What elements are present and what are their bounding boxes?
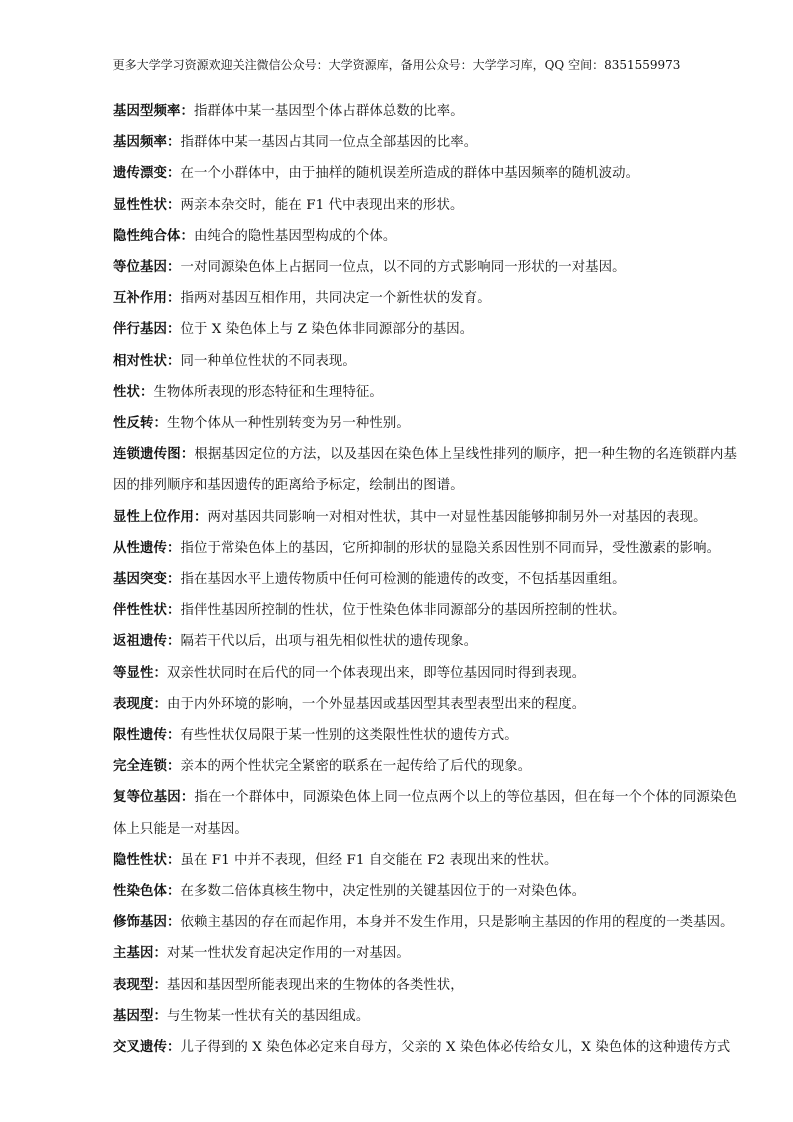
term-separator: ：: [153, 1008, 167, 1024]
glossary-entry: [113, 1001, 737, 1032]
glossary-definition: 两对基因共同影响一对相对性状，其中一对显性基因能够抑制另外一对基因的表现。: [207, 509, 707, 525]
glossary-term: 伴行基因: [113, 322, 167, 338]
glossary-definition: 指伴性基因所控制的性状，位于性染色体非同源部分的基因所控制的性状。: [180, 603, 626, 619]
glossary-entry: [113, 346, 737, 377]
term-separator: ：: [166, 135, 181, 151]
glossary-definition: 位于 X 染色体上与 Z 染色体非同源部分的基因。: [180, 322, 474, 338]
term-separator: ：: [180, 790, 195, 806]
glossary-definition: 依赖主基因的存在而起作用，本身并不发生作用，只是影响主基因的作用的程度的一类基因。: [180, 915, 734, 931]
glossary-term: 表现型: [113, 977, 154, 993]
term-separator: ：: [166, 759, 181, 775]
glossary-term: 返祖遗传: [113, 634, 167, 650]
glossary-entry: [113, 502, 737, 533]
glossary-definition: 生物体所表现的形态特征和生理特征。: [153, 384, 383, 400]
term-separator: ：: [153, 946, 167, 962]
glossary-definition: 由于内外环境的影响，一个外显基因或基因型其表型表型出来的程度。: [166, 696, 586, 712]
glossary-term: 表现度: [113, 696, 154, 712]
glossary-definition: 隔若干代以后，出项与祖先相似性状的遗传现象。: [180, 634, 478, 650]
glossary-definition: 亲本的两个性状完全紧密的联系在一起传给了后代的现象。: [180, 759, 532, 775]
glossary-entry: [113, 658, 737, 689]
glossary-term: 基因频率: [113, 135, 167, 151]
glossary-definition: 指群体中某一基因占其同一位点全部基因的比率。: [180, 135, 478, 151]
glossary-term: 等显性: [113, 665, 154, 681]
term-separator: ：: [139, 384, 154, 400]
glossary-entry: [113, 221, 737, 252]
glossary-term: 基因突变: [113, 572, 167, 588]
term-separator: ：: [166, 728, 181, 744]
glossary-entry: [113, 782, 737, 844]
glossary-definition: 对某一性状发育起决定作用的一对基因。: [166, 946, 410, 962]
page-header: 更多大学学习资源欢迎关注微信公众号：大学资源库，备用公众号：大学学习库，QQ 空间：8351559973: [112, 58, 681, 72]
glossary-entry: [113, 127, 737, 158]
glossary-entry: [113, 938, 737, 969]
glossary-definition: 根据基因定位的方法，以及基因在染色体上呈线性排列的顺序，把一种生物的名连锁群内基因的排列顺序和基因遗传的距离给予标定，绘制出的图谱。: [113, 447, 738, 494]
glossary-term: 性染色体: [113, 884, 167, 900]
glossary-entry: [113, 876, 737, 907]
glossary-definition: 一对同源染色体上占据同一位点，以不同的方式影响同一形状的一对基因。: [180, 260, 626, 276]
glossary-term: 连锁遗传图: [113, 447, 181, 463]
glossary-definition: 有些性状仅局限于某一性别的这类限性性状的遗传方式。: [180, 728, 518, 744]
term-separator: ：: [166, 572, 181, 588]
glossary-term: 性状: [113, 384, 140, 400]
glossary-entry: [113, 408, 737, 439]
term-separator: ：: [166, 603, 181, 619]
term-separator: ：: [180, 447, 195, 463]
glossary-entry: [113, 533, 737, 564]
glossary-definition: 指在基因水平上遗传物质中任何可检测的能遗传的改变，不包括基因重组。: [180, 572, 626, 588]
term-separator: ：: [166, 540, 181, 556]
glossary-entry: [113, 158, 737, 189]
term-separator: ：: [166, 884, 181, 900]
term-separator: ：: [153, 977, 167, 993]
glossary-entry: [113, 845, 737, 876]
glossary-entry: [113, 314, 737, 345]
glossary-term: 等位基因: [113, 260, 167, 276]
glossary-term: 限性遗传: [113, 728, 167, 744]
term-separator: ：: [180, 228, 194, 244]
glossary-term: 基因型: [113, 1008, 154, 1024]
glossary-term: 基因型频率: [113, 104, 181, 119]
term-separator: ：: [166, 353, 181, 369]
glossary-entry: [113, 1032, 737, 1063]
term-separator: ：: [166, 260, 181, 276]
glossary-term: 隐性纯合体: [113, 228, 181, 244]
glossary-entry: [113, 970, 737, 1001]
glossary-definition: 指群体中某一基因型个体占群体总数的比率。: [193, 104, 464, 119]
glossary-term: 显性上位作用: [113, 509, 194, 525]
glossary-definition: 同一种单位性状的不同表现。: [180, 353, 356, 369]
glossary-entry: [113, 190, 737, 221]
glossary-definition: 在多数二倍体真核生物中，决定性别的关键基因位于的一对染色体。: [180, 884, 586, 900]
glossary-definition: 生物个体从一种性别转变为另一种性别。: [166, 416, 410, 432]
glossary-definition: 由纯合的隐性基因型构成的个体。: [193, 228, 397, 244]
term-separator: ：: [166, 915, 181, 931]
glossary-entry: [113, 626, 737, 657]
glossary-term: 修饰基因: [113, 915, 167, 931]
glossary-term: 遗传漂变: [113, 166, 167, 182]
glossary-entry: [113, 595, 737, 626]
glossary-entry: [113, 283, 737, 314]
term-separator: ：: [153, 665, 167, 681]
term-separator: ：: [153, 416, 167, 432]
term-separator: ：: [166, 852, 181, 868]
glossary-term: 性反转: [113, 416, 154, 432]
glossary-definition: 指两对基因互相作用，共同决定一个新性状的发育。: [180, 291, 491, 307]
glossary-term: 完全连锁: [113, 759, 167, 775]
glossary-term: 伴性性状: [113, 603, 167, 619]
glossary-entry: [113, 751, 737, 782]
glossary-term: 主基因: [113, 946, 154, 962]
term-separator: ：: [166, 291, 181, 307]
term-separator: ：: [166, 322, 181, 338]
glossary-definition: 两亲本杂交时，能在 F1 代中表现出来的形状。: [180, 197, 464, 213]
glossary-definition: 基因和基因型所能表现出来的生物体的各类性状，: [166, 977, 464, 993]
term-separator: ：: [166, 197, 181, 213]
glossary-term: 显性性状: [113, 197, 167, 213]
term-separator: ：: [153, 696, 167, 712]
glossary-definition: 虽在 F1 中并不表现，但经 F1 自交能在 F2 表现出来的性状。: [180, 852, 558, 868]
glossary-definition: 儿子得到的 X 染色体必定来自母方，父亲的 X 染色体必传给女儿，X 染色体的这种遗传方式: [180, 1040, 731, 1056]
glossary-entry: [113, 96, 737, 127]
term-separator: ：: [166, 634, 181, 650]
term-separator: ：: [193, 509, 208, 525]
glossary-term: 隐性性状: [113, 852, 167, 868]
glossary-entry: [113, 720, 737, 751]
glossary-term: 复等位基因: [113, 790, 181, 806]
term-separator: ：: [180, 104, 194, 119]
glossary-entry: [113, 439, 737, 501]
glossary-entry: [113, 377, 737, 408]
glossary-entry: [113, 252, 737, 283]
glossary-list: [113, 96, 737, 1063]
glossary-entry: [113, 907, 737, 938]
glossary-term: 交叉遗传: [113, 1040, 167, 1056]
glossary-definition: 指位于常染色体上的基因，它所抑制的形状的显隐关系因性别不同而异，受性激素的影响。: [180, 540, 721, 556]
glossary-definition: 与生物某一性状有关的基因组成。: [166, 1008, 370, 1024]
glossary-term: 互补作用: [113, 291, 167, 307]
glossary-entry: [113, 564, 737, 595]
glossary-term: 相对性状: [113, 353, 167, 369]
glossary-entry: [113, 689, 737, 720]
glossary-definition: 指在一个群体中，同源染色体上同一位点两个以上的等位基因，但在每一个个体的同源染色体上只能是一对基因。: [113, 790, 738, 837]
glossary-definition: 在一个小群体中，由于抽样的随机误差所造成的群体中基因频率的随机波动。: [180, 166, 640, 182]
glossary-term: 从性遗传: [113, 540, 167, 556]
term-separator: ：: [166, 1040, 181, 1056]
term-separator: ：: [166, 166, 181, 182]
glossary-definition: 双亲性状同时在后代的同一个体表现出来，即等位基因同时得到表现。: [166, 665, 586, 681]
